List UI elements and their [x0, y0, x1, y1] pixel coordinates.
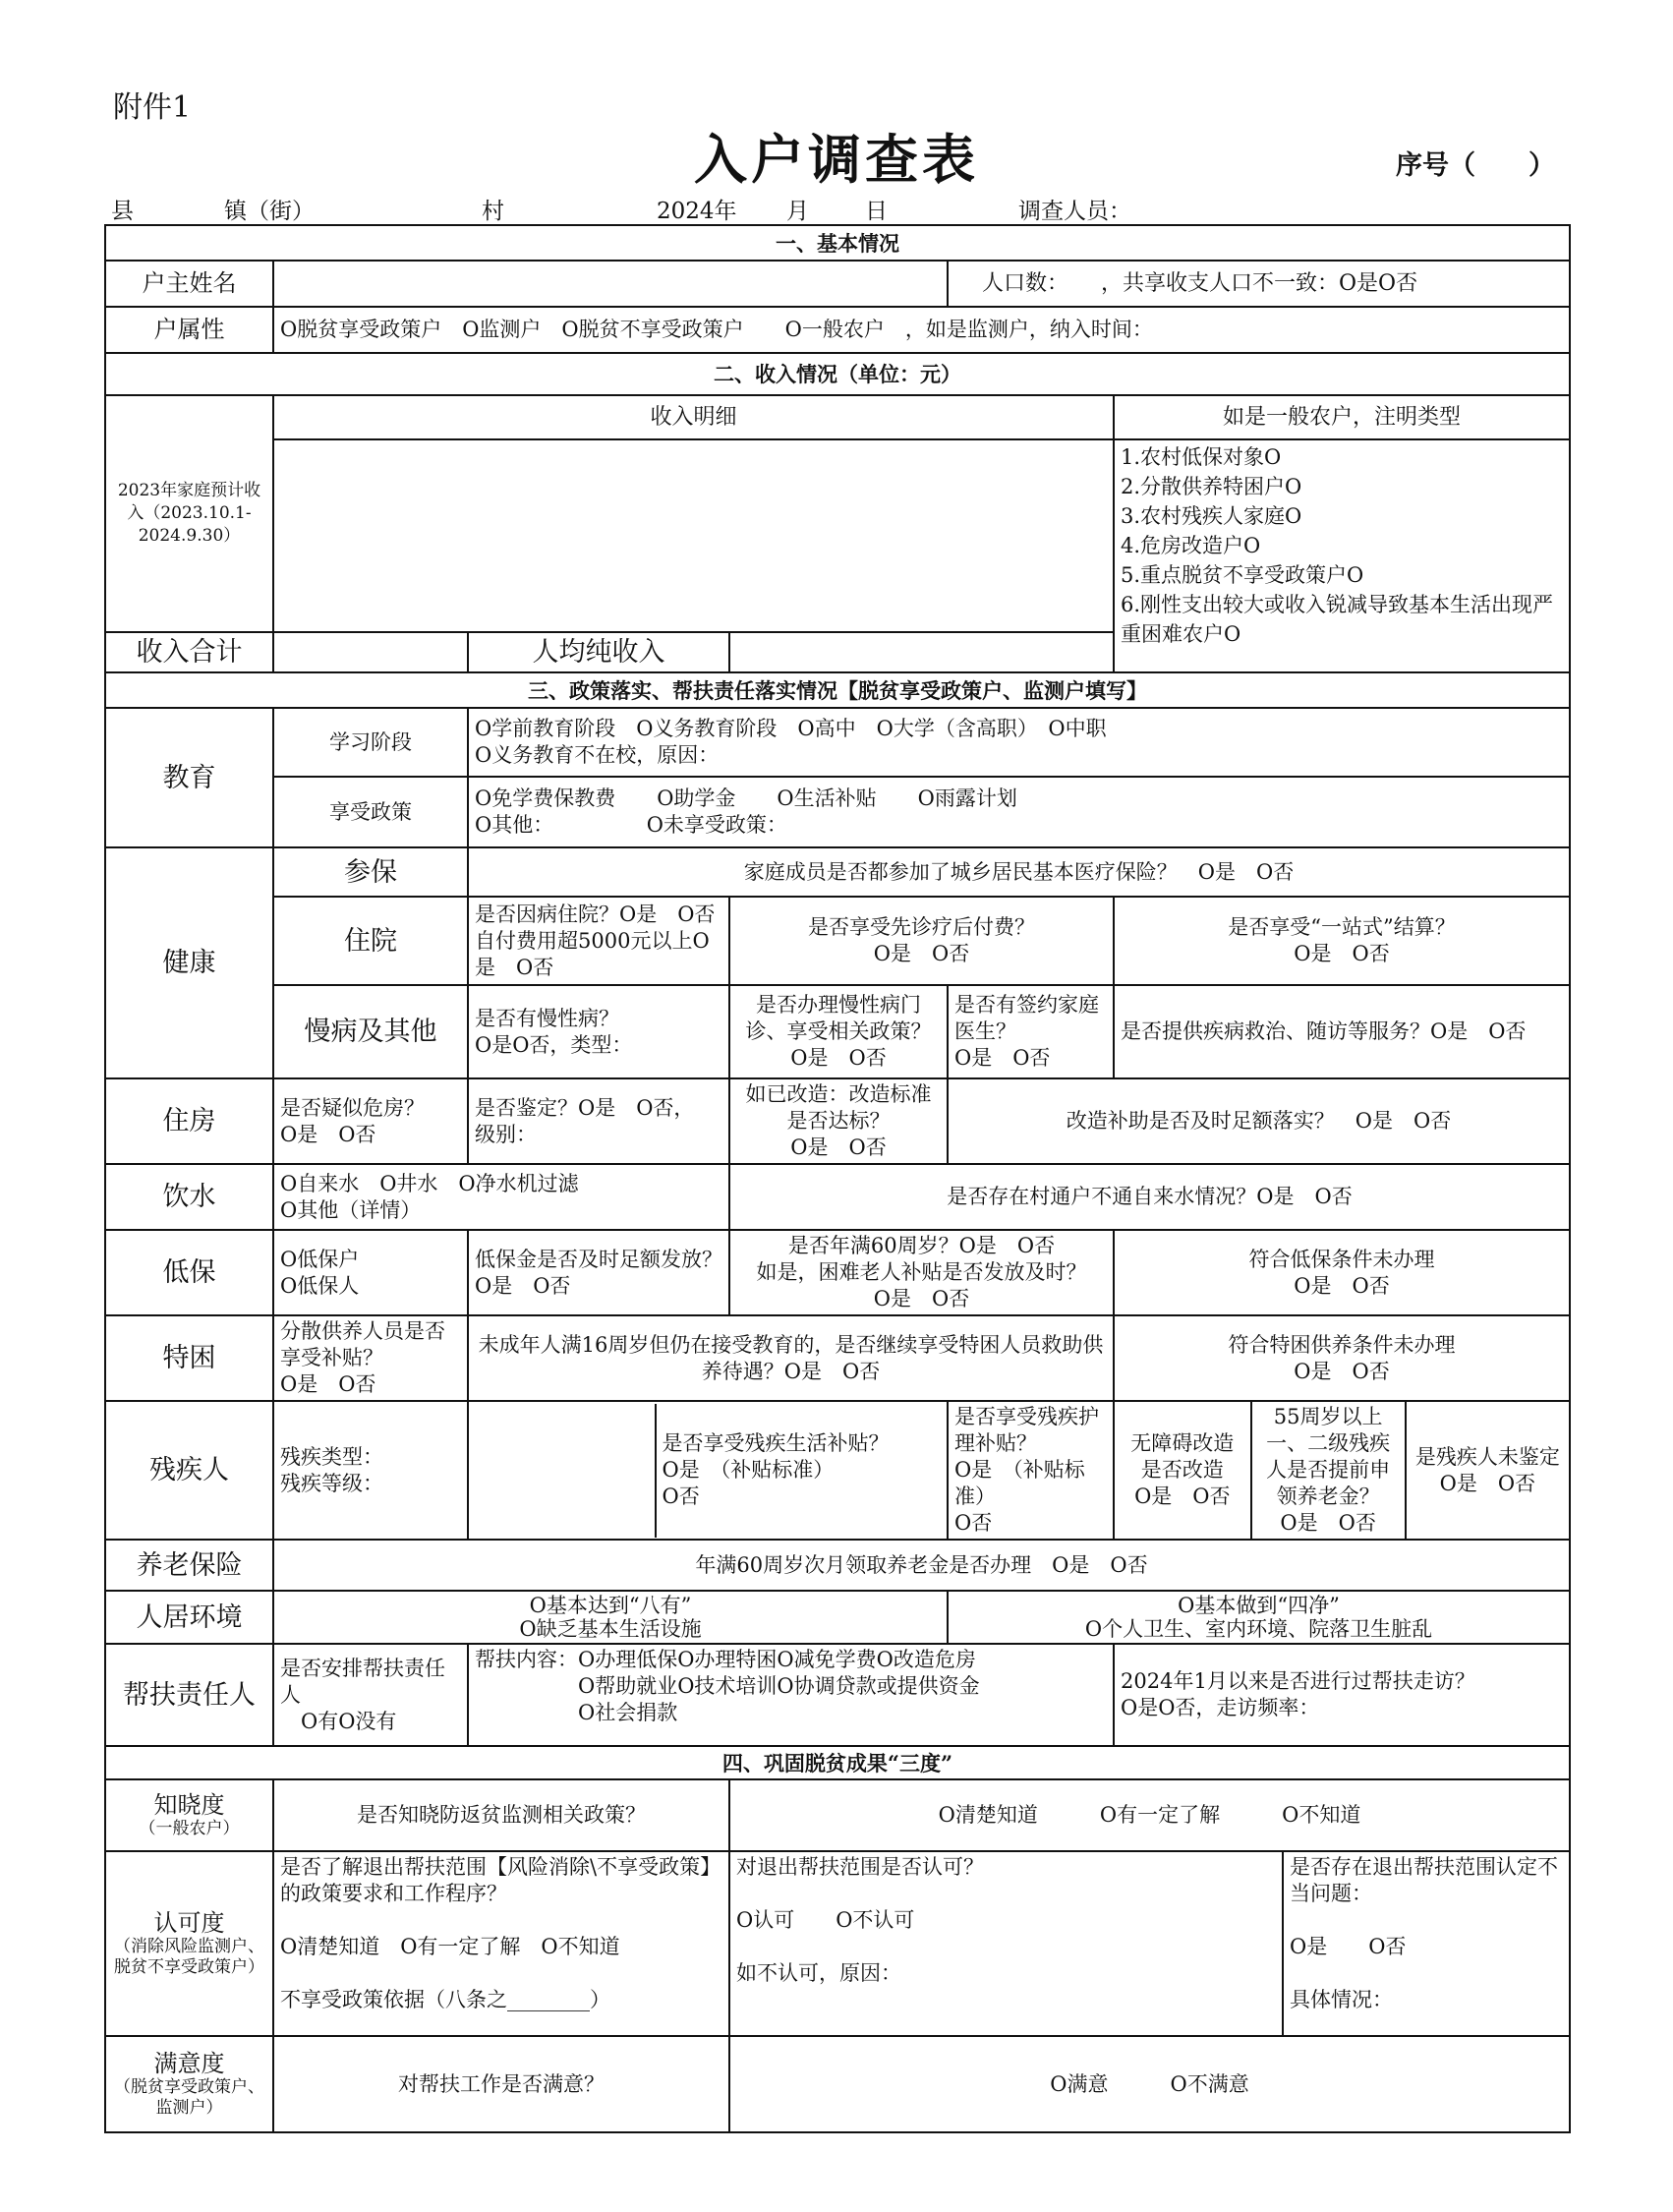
tekun-label: 特困	[105, 1315, 273, 1401]
edu-policy-label: 享受政策	[273, 777, 468, 847]
tekun-question-3[interactable]: 符合特困供养条件未办理 O是 O否	[1114, 1315, 1570, 1401]
hospital-question-3[interactable]: 是否享受“一站式”结算？ O是 O否	[1114, 897, 1570, 985]
housing-question-4[interactable]: 改造补助是否及时足额落实？ O是 O否	[948, 1078, 1570, 1164]
housing-label: 住房	[105, 1078, 273, 1164]
barrier-free-question[interactable]: 无障碍改造是否改造 O是 O否	[1115, 1402, 1251, 1539]
month-label: 月	[786, 199, 809, 224]
insurance-label: 参保	[273, 847, 468, 897]
environment-options-1[interactable]: O基本达到“八有” O缺乏基本生活设施	[273, 1591, 948, 1644]
study-stage-options[interactable]: O学前教育阶段 O义务教育阶段 O高中 O大学（含高职） O中职 O义务教育不在校，原因：	[468, 708, 1570, 777]
per-capita-field[interactable]	[729, 632, 1114, 672]
chronic-question-2[interactable]: 是否办理慢性病门诊、享受相关政策？ O是 O否	[729, 985, 948, 1078]
section-4-heading: 四、巩固脱贫成果“三度”	[105, 1746, 1570, 1779]
satisfaction-options[interactable]: O满意 O不满意	[729, 2036, 1570, 2132]
chronic-label: 慢病及其他	[273, 985, 468, 1078]
disability-right-split	[1114, 1401, 1570, 1540]
serial-number: 序号（ ）	[1396, 150, 1555, 181]
awareness-label: 知晓度	[153, 1790, 225, 1819]
day-label: 日	[865, 199, 888, 224]
recognition-label-cell	[105, 1851, 273, 2036]
responsible-person-label: 帮扶责任人	[105, 1644, 273, 1746]
income-total-field[interactable]	[273, 632, 468, 672]
town-label: 镇（街）	[224, 199, 315, 224]
recognition-sub: （消除风险监测户、脱贫不享受政策户）	[114, 1936, 264, 1977]
edu-policy-options[interactable]: O免学费保教费 O助学金 O生活补贴 O雨露计划 O其他： O未享受政策：	[468, 777, 1570, 847]
dibao-type-options[interactable]: O低保户 O低保人	[273, 1230, 468, 1315]
tekun-question-2[interactable]: 未成年人满16周岁但仍在接受教育的，是否继续享受特困人员救助供养待遇？O是 O否	[468, 1315, 1114, 1401]
household-type-options[interactable]: 1.农村低保对象O 2.分散供养特困户O 3.农村残疾人家庭O 4.危房改造户O 5.重点脱贫不享受政策户O 6.刚性支出较大或收入锐减导致基本生活出现严重困难农户O	[1114, 439, 1570, 672]
housing-question-1[interactable]: 是否疑似危房？ O是 O否	[273, 1078, 468, 1164]
household-type-header: 如是一般农户，注明类型	[1114, 395, 1570, 439]
satisfaction-question: 对帮扶工作是否满意？	[273, 2036, 729, 2132]
hospital-label: 住院	[273, 897, 468, 985]
section-2-heading: 二、收入情况（单位：元）	[105, 353, 1570, 395]
awareness-sub: （一般农户）	[139, 1818, 240, 1838]
assistance-content-options[interactable]: 帮扶内容：O办理低保O办理特困O减免学费O改造危房 O帮助就业O技术培训O协调贷款或提供资金 O社会捐款	[468, 1644, 1114, 1746]
health-label: 健康	[105, 847, 273, 1078]
year-label: 2024年	[657, 199, 737, 224]
surveyor-label: 调查人员：	[1018, 199, 1131, 224]
visit-question[interactable]: 2024年1月以来是否进行过帮扶走访？ O是O否，走访频率：	[1114, 1644, 1570, 1746]
environment-options-2[interactable]: O基本做到“四净” O个人卫生、室内环境、院落卫生脏乱	[948, 1591, 1570, 1644]
section-1-heading: 一、基本情况	[105, 225, 1570, 261]
population-field[interactable]: 人口数： ，共享收支人口不一致：O是O否	[948, 261, 1570, 307]
environment-label: 人居环境	[105, 1591, 273, 1644]
income-total-label: 收入合计	[105, 632, 273, 672]
satisfaction-sub: （脱贫享受政策户、监测户）	[114, 2076, 264, 2118]
insurance-question[interactable]: 家庭成员是否都参加了城乡居民基本医疗保险？ O是 O否	[468, 847, 1570, 897]
unassessed-question[interactable]: 是残疾人未鉴定O是 O否	[1414, 1444, 1560, 1495]
dibao-question-2[interactable]: 是否年满60周岁？O是 O否 如是，困难老人补贴是否发放及时？ O是 O否	[729, 1230, 1114, 1315]
recognition-question-3[interactable]: 是否存在退出帮扶范围认定不当问题： O是 O否 具体情况：	[1283, 1851, 1570, 2036]
chronic-question-3[interactable]: 是否有签约家庭医生？ O是 O否	[948, 985, 1114, 1078]
recognition-label: 认可度	[153, 1908, 225, 1937]
dibao-question-1[interactable]: 低保金是否及时足额发放？ O是 O否	[468, 1230, 729, 1315]
hospital-question-2[interactable]: 是否享受先诊疗后付费？ O是 O否	[729, 897, 1114, 985]
page-title: 入户调查表	[694, 128, 979, 191]
disability-living-subsidy[interactable]: 是否享受残疾生活补贴？ O是 （补贴标准） O否	[662, 1431, 890, 1508]
disability-layout-split	[468, 1401, 948, 1540]
water-source-options[interactable]: O自来水 O井水 O净水机过滤 O其他（详情）	[273, 1164, 729, 1230]
satisfaction-label-cell	[105, 2036, 273, 2132]
head-name-field[interactable]	[273, 261, 948, 307]
section-3-heading: 三、政策落实、帮扶责任落实情况【脱贫享受政策户、监测户填写】	[105, 672, 1570, 708]
disabled-label: 残疾人	[105, 1401, 273, 1540]
housing-question-3[interactable]: 如已改造：改造标准是否达标？ O是 O否	[729, 1078, 948, 1164]
tekun-question-1[interactable]: 分散供养人员是否享受补贴？ O是 O否	[273, 1315, 468, 1401]
responsible-assigned-question[interactable]: 是否安排帮扶责任人 O有O没有	[273, 1644, 468, 1746]
county-label: 县	[111, 199, 134, 224]
head-name-label: 户主姓名	[105, 261, 273, 307]
income-period-label: 2023年家庭预计收入（2023.10.1-2024.9.30）	[105, 395, 273, 632]
household-attr-label: 户属性	[105, 307, 273, 353]
survey-table	[104, 224, 1571, 2133]
hospital-question-1[interactable]: 是否因病住院？O是 O否 自付费用超5000元以上O是 O否	[468, 897, 729, 985]
chronic-question-4[interactable]: 是否提供疾病救治、随访等服务？O是 O否	[1114, 985, 1570, 1078]
recognition-question-1[interactable]: 是否了解退出帮扶范围【风险消除\不享受政策】的政策要求和工作程序？ O清楚知道 O有一定了解 O不知道 不享受政策依据（八条之________）	[273, 1851, 729, 2036]
income-detail-header: 收入明细	[273, 395, 1114, 439]
education-label: 教育	[105, 708, 273, 847]
dibao-label: 低保	[105, 1230, 273, 1315]
household-attr-options[interactable]: O脱贫享受政策户 O监测户 O脱贫不享受政策户 O一般农户 ，如是监测户，纳入时间：	[273, 307, 1570, 353]
income-detail-field[interactable]	[273, 439, 1114, 632]
dibao-question-3[interactable]: 符合低保条件未办理 O是 O否	[1114, 1230, 1570, 1315]
awareness-question: 是否知晓防返贫监测相关政策？	[273, 1779, 729, 1851]
disability-care-subsidy[interactable]: 是否享受残疾护理补贴？ O是 （补贴标准） O否	[948, 1401, 1114, 1540]
satisfaction-label: 满意度	[153, 2049, 225, 2077]
awareness-label-cell	[105, 1779, 273, 1851]
village-label: 村	[482, 199, 504, 224]
pension-question[interactable]: 年满60周岁次月领取养老金是否办理 O是 O否	[273, 1540, 1570, 1591]
water-label: 饮水	[105, 1164, 273, 1230]
chronic-question-1[interactable]: 是否有慢性病？ O是O否，类型：	[468, 985, 729, 1078]
water-question[interactable]: 是否存在村通户不通自来水情况？O是 O否	[729, 1164, 1570, 1230]
pension-label: 养老保险	[105, 1540, 273, 1591]
per-capita-label: 人均纯收入	[468, 632, 729, 672]
study-stage-label: 学习阶段	[273, 708, 468, 777]
awareness-options[interactable]: O清楚知道 O有一定了解 O不知道	[729, 1779, 1570, 1851]
housing-question-2[interactable]: 是否鉴定？O是 O否， 级别：	[468, 1078, 729, 1164]
disability-type-field[interactable]: 残疾类型： 残疾等级：	[273, 1401, 468, 1540]
recognition-question-2[interactable]: 对退出帮扶范围是否认可？ O认可 O不认可 如不认可，原因：	[729, 1851, 1283, 2036]
early-pension-question[interactable]: 55周岁以上一、二级残疾人是否提前申领养老金？ O是 O否	[1251, 1402, 1406, 1539]
attachment-label: 附件1	[113, 90, 192, 125]
